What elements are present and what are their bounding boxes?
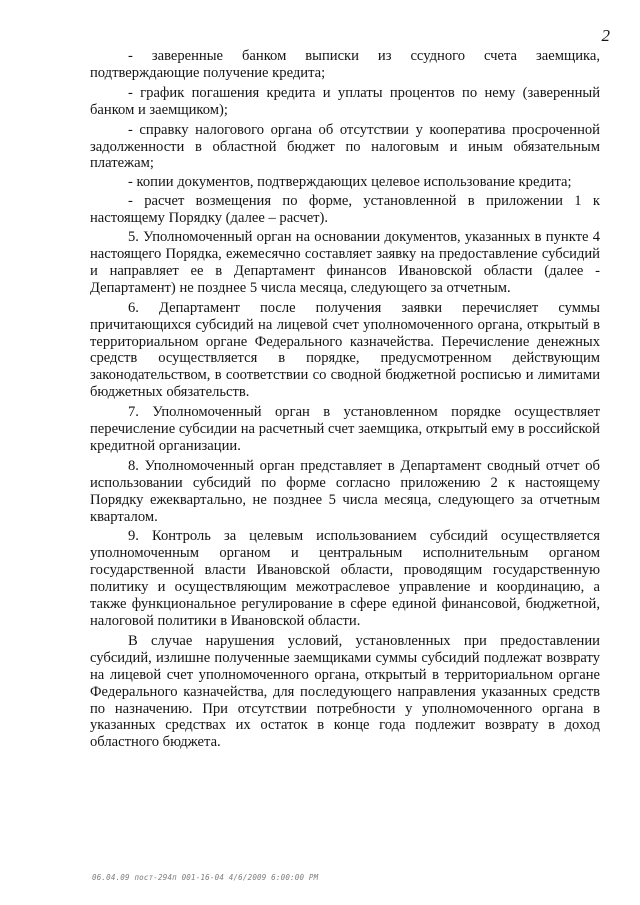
paragraph-item-8: 8. Уполномоченный орган представляет в Департамент сводный отчет об использовании субсидий по форме согласно приложению 2 к настоящему Порядку ежеквартально, не позднее 5 числа месяца, следующего за отчетным кварталом.: [90, 457, 600, 525]
footer-file-stamp: 06.04.09 пост-294п 001-16-04 4/6/2009 6:00:00 PM: [92, 873, 319, 882]
page-number: 2: [601, 26, 610, 45]
paragraph-violation: В случае нарушения условий, установленных при предоставлении субсидий, излишне полученные заемщиками суммы субсидий подлежат возврату на лицевой счет уполномоченного органа, открытый в территориальном органе Федерального казначейства, для последующего направления указанных средств по назначению. При отсутствии потребности у уполномоченного органа в указанных средствах их остаток в конце года подлежит возврату в доход областного бюджета.: [90, 632, 600, 751]
paragraph-tax-certificate: - справку налогового органа об отсутствии у кооператива просроченной задолженности в областной бюджет по налоговым и иным обязательным платежам;: [90, 121, 600, 172]
paragraph-repayment-schedule: - график погашения кредита и уплаты процентов по нему (заверенный банком и заемщиком);: [90, 84, 600, 118]
paragraph-item-7: 7. Уполномоченный орган в установленном порядке осуществляет перечисление субсидии на расчетный счет заемщика, открытый ему в российской кредитной организации.: [90, 404, 600, 454]
paragraph-item-5: 5. Уполномоченный орган на основании документов, указанных в пункте 4 настоящего Порядка, ежемесячно составляет заявку на предоставление субсидий и направляет ее в Департамент финансов Ивановской области (далее - Департамент) не позднее 5 числа месяца, следующего за отчетным.: [90, 229, 600, 296]
paragraph-item-9: 9. Контроль за целевым использованием субсидий осуществляется уполномоченным органом и центральным исполнительным органом государственной власти Ивановской области, проводящим государственную политику и осуществляющим межотраслевое управление и координацию, а также функциональное регулирование в сфере единой финансовой, бюджетной, налоговой политики в Ивановской области.: [90, 528, 600, 629]
paragraph-bank-statements: - заверенные банком выписки из ссудного счета заемщика, подтверждающие получение кредита;: [90, 48, 600, 81]
paragraph-document-copies: - копии документов, подтверждающих целевое использование кредита;: [128, 174, 572, 191]
paragraph-item-6: 6. Департамент после получения заявки перечисляет суммы причитающихся субсидий на лицевой счет уполномоченного органа, открытый в территориальном органе Федерального казначейства. Перечисление денежных средств осуществляется в порядке, предусмотренном действующим законодательством, в соответствии со сводной бюджетной росписью и лимитами бюджетных обязательств.: [90, 299, 600, 401]
document-body: [90, 48, 600, 751]
paragraph-calculation: - расчет возмещения по форме, установленной в приложении 1 к настоящему Порядку (далее – расчет).: [90, 193, 600, 227]
